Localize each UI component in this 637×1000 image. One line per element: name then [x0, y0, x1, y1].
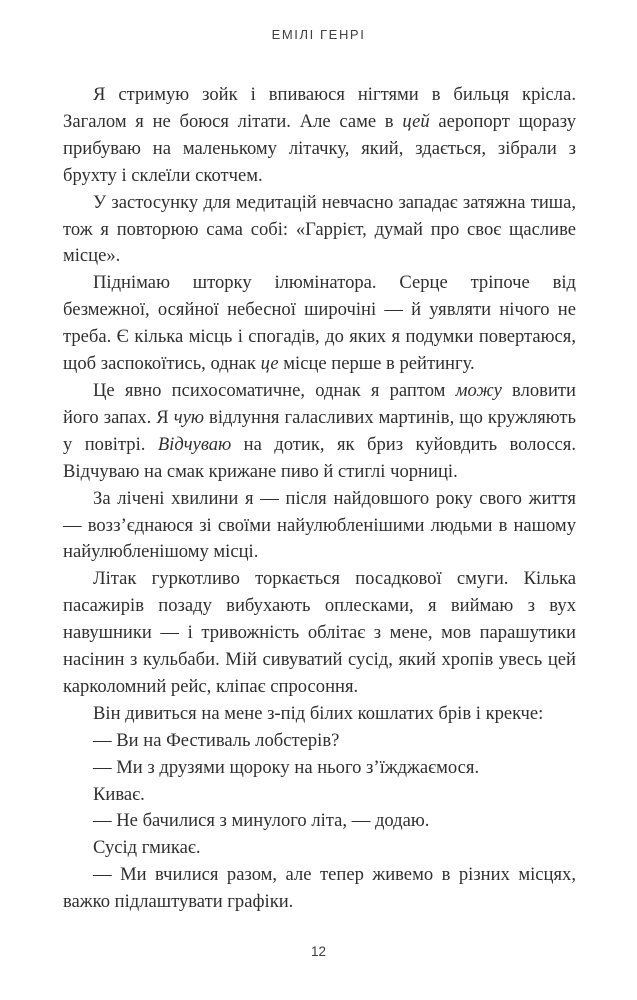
paragraph: — Ми з друзями щороку на нього з’їжджаємося.	[93, 756, 480, 778]
paragraph: За лічені хвилини я — після найдовшого року свого життя — возз’єднаюся зі своїми найулюбленішими людьми в нашому найулюбленішому місці.	[63, 487, 576, 563]
italic-text: можу	[455, 379, 502, 401]
paragraph: Літак гуркотливо торкається посадкової смуги. Кілька пасажирів позаду вибухають оплесками, я виймаю з вух навушники — і тривожність облітає з мене, мов парашутики насінин з кульбаби. Мій сивуватий сусід, який хропів увесь цей карколомний рейс, кліпає спросоння.	[63, 568, 576, 697]
paragraph: У застосунку для медитацій невчасно западає затяжна тиша, тож я повторюю сама собі: «Гаррієт, думай про своє щасливе місце».	[63, 191, 576, 267]
paragraph: — Не бачилися з минулого літа, — додаю.	[93, 810, 430, 832]
italic-text: Відчуваю	[157, 433, 232, 455]
paragraph: — Ви на Фестиваль лобстерів?	[93, 729, 340, 751]
running-header: ЕМІЛІ ГЕНРІ	[271, 27, 366, 42]
paragraph: Він дивиться на мене з-під білих кошлатих брів і крекче:	[93, 702, 544, 724]
italic-text: чую	[173, 406, 204, 428]
paragraph: Сусід гмикає.	[93, 837, 201, 859]
paragraph: — Ми вчилися разом, але тепер живемо в різних місцях, важко підлаштувати графіки.	[63, 864, 576, 913]
paragraph: Це явно психосоматичне, однак я раптом можу вловити його запах. Я чую відлуння галасливих мартинів, що кружляють у повітрі. Відчуваю на дотик, як бриз куйовдить волосся. Відчуваю на смак крижане пиво й стиглі чорниці.	[63, 379, 576, 482]
body-text	[63, 82, 576, 916]
italic-text: це	[260, 353, 279, 375]
italic-text: цей	[402, 110, 430, 132]
page-number: 12	[310, 944, 327, 959]
paragraph: Я стримую зойк і впиваюся нігтями в бильця крісла. Загалом я не боюся літати. Але саме в цей аеропорт щоразу прибуваю на маленькому літачку, який, здається, зібрали з брухту і склеїли скотчем.	[63, 84, 576, 186]
paragraph: Киває.	[93, 783, 145, 805]
paragraph: Піднімаю шторку ілюмінатора. Серце тріпоче від безмежної, осяйної небесної широчіні — й уявляти нічого не треба. Є кілька місць і спогадів, до яких я подумки повертаюся, щоб заспокоїтись, однак це місце перше в рейтингу.	[63, 272, 576, 375]
